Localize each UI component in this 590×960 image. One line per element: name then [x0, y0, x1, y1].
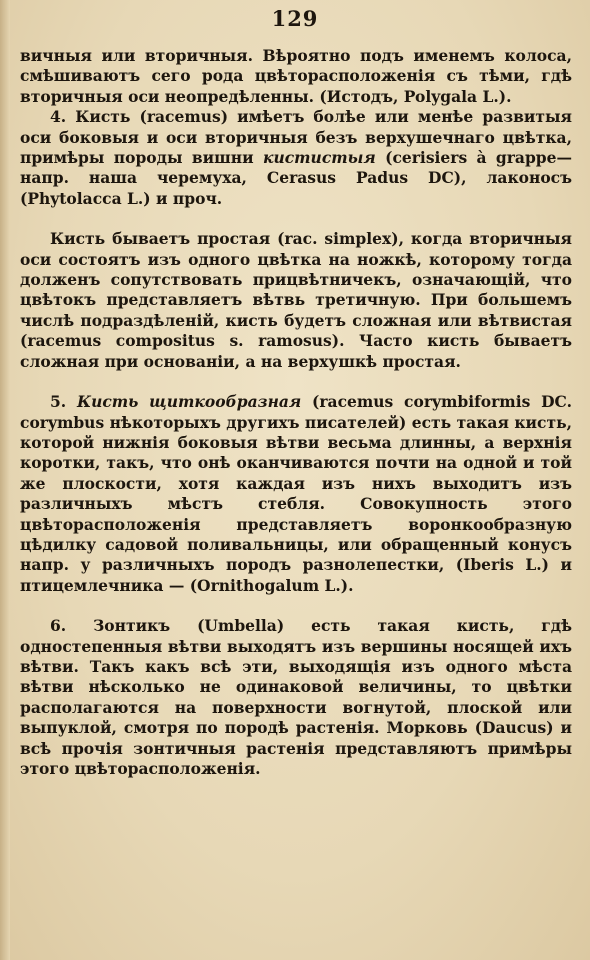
- paragraph-text: 4. Кисть (racemus) имѣетъ болѣе или менѣе развитыя оси боковыя и оси вторичныя безъ верхушечнаго цвѣтка, примѣры породы вишни: [20, 107, 572, 168]
- paragraph-text: (racemus corymbiformis DC. corymbus нѣкоторыхъ другихъ писателей) есть такая кисть, которой нижнія боковыя вѣтви весьма длинны, а верхнія коротки, такъ, что онѣ оканчиваются почти на одной и той же плоскости, хотя каждая изъ нихъ выходитъ изъ различныхъ мѣстъ стебля. Совокупность этого цвѣторасположенія представляетъ воронкообразную цѣдилку садовой поливальницы, или обращенный конусъ напр. у различныхъ породъ разнолепестки, (Iberis L.) и птицемлечника — (Ornithogalum L.).: [20, 392, 572, 595]
- paragraph-text: Кисть бываетъ простая (rac. simplex), когда вторичныя оси состоятъ изъ одного цвѣтка на ножкѣ, которому тогда долженъ сопутствовать прицвѣтничекъ, означающій, что цвѣтокъ представляетъ вѣтвь третичную. При большемъ числѣ подраздѣленій, кисть будетъ сложная или вѣтвистая (racemus compositus s. ramosus). Часто кисть бываетъ сложная при основаніи, а на верхушкѣ простая.: [20, 229, 572, 371]
- paragraph-corymbiform: [20, 392, 572, 596]
- paragraph-continuation: [20, 46, 572, 107]
- paragraph-number: 5.: [50, 392, 77, 412]
- paragraph-text: (cerisiers à grappe—напр. наша черемуха, Cerasus Padus DC), лаконосъ (Phytolacca L.) и проч.: [20, 148, 572, 208]
- italic-term: кистистыя: [262, 148, 376, 168]
- paragraph-umbella: [20, 616, 572, 779]
- italic-term: Кисть щиткообразная: [76, 392, 302, 412]
- paragraph-simple-raceme: [20, 229, 572, 372]
- page-edge-shadow: [0, 0, 10, 960]
- paragraph-text: 6. Зонтикъ (Umbella) есть такая кисть, гдѣ одностепенныя вѣтви выходятъ изъ вершины носящей ихъ вѣтви. Такъ какъ всѣ эти, выходящія изъ одного мѣста вѣтви нѣсколько не одинаковой величины, то цвѣтки располагаются на поверхности вогнутой, плоской или выпуклой, смотря по породѣ растенія. Морковь (Daucus) и всѣ прочія зонтичныя растенія представляютъ примѣры этого цвѣторасположенія.: [20, 616, 572, 778]
- paragraph-racemus: [20, 107, 572, 209]
- page-number: 129: [271, 6, 319, 31]
- page-body: [20, 46, 572, 779]
- paragraph-text: вичныя или вторичныя. Вѣроятно подъ именемъ колоса, смѣшиваютъ сего рода цвѣторасположенія съ тѣми, гдѣ вторичныя оси неопредѣленны. (Истодъ, Polygala L.).: [20, 46, 572, 106]
